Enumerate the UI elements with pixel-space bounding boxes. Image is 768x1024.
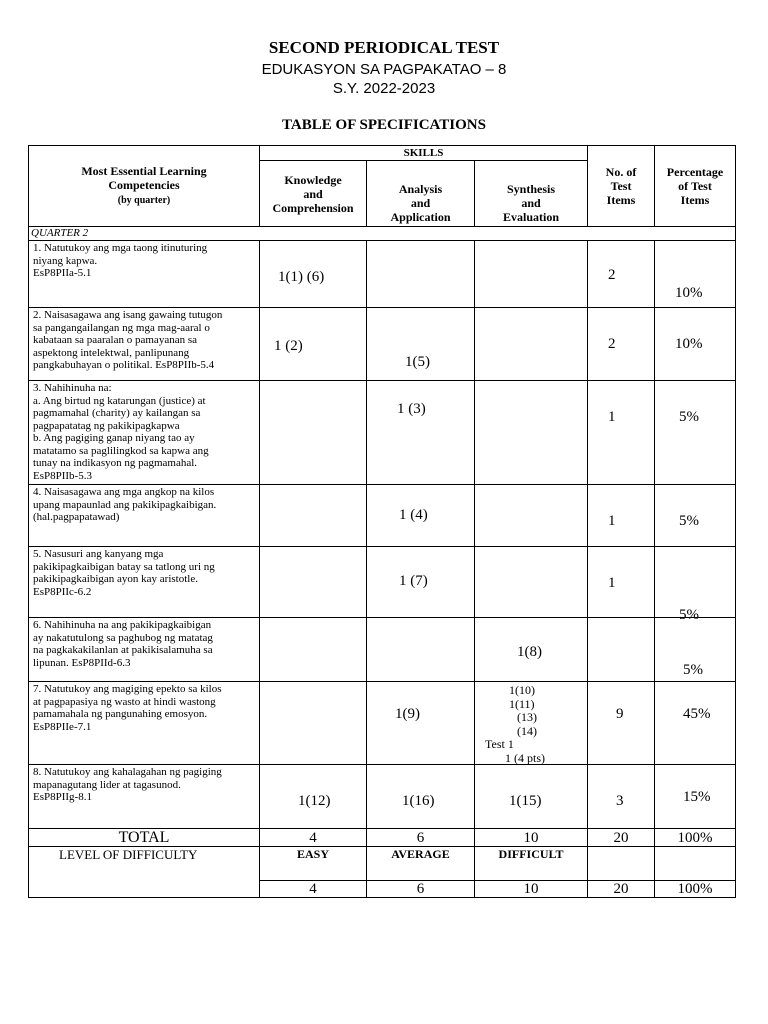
difficulty-label: LEVEL OF DIFFICULTY: [29, 847, 260, 898]
difficulty-items: 20: [588, 881, 655, 898]
total-analysis: 6: [367, 829, 475, 847]
items-cell: 1: [588, 485, 655, 547]
analysis-cell: 1(9): [367, 682, 475, 765]
competencies-header: Most Essential Learning Competencies (by quarter): [29, 146, 260, 227]
synthesis-cell: [475, 241, 588, 308]
specifications-table: [28, 145, 736, 898]
total-label: TOTAL: [29, 829, 260, 847]
synthesis-cell: [475, 547, 588, 618]
analysis-cell: 1(16): [367, 765, 475, 829]
knowledge-cell: [260, 485, 367, 547]
knowledge-cell: 1 (2): [260, 308, 367, 381]
competency-cell: 7. Natutukoy ang magiging epekto sa kilos at pagpapasiya ng wasto at hindi wastong pamamahala ng pangunahing emosyon. EsP8PIIe-7.1: [29, 682, 260, 765]
knowledge-cell: [260, 682, 367, 765]
school-year: S.Y. 2022-2023: [332, 80, 436, 97]
competency-cell: 3. Nahihinuha na: a. Ang birtud ng katarungan (justice) at pagmamahal (charity) ay kailangan sa pagpapatatag ng pakikipagkapwa b. Ang pagiging ganap niyang tao ay matatamo sa paglilingkod sa kapwa ang tunay na indikasyon ng pagmamahal. EsP8PIIb-5.3: [29, 381, 260, 485]
quarter-label: QUARTER 2: [29, 227, 736, 241]
items-header: No. of Test Items: [588, 146, 655, 227]
total-row: [29, 829, 736, 847]
competency-cell: 4. Naisasagawa ang mga angkop na kilos upang mapaunlad ang pakikipagkaibigan. (hal.pagpapatawad): [29, 485, 260, 547]
difficulty-percent-blank: [655, 847, 736, 881]
analysis-cell: 1 (3): [367, 381, 475, 485]
total-items: 20: [588, 829, 655, 847]
total-percent: 100%: [655, 829, 736, 847]
percent-cell: 45%: [655, 682, 736, 765]
easy-count: 4: [260, 881, 367, 898]
competency-cell: 1. Natutukoy ang mga taong itinuturing niyang kapwa. EsP8PIIa-5.1: [29, 241, 260, 308]
competency-cell: 8. Natutukoy ang kahalagahan ng pagiging mapanagutang lider at tagasunod. EsP8PIIg-8.1: [29, 765, 260, 829]
percent-cell: 10%: [655, 308, 736, 381]
knowledge-header: Knowledge and Comprehension: [260, 161, 367, 227]
subject-title: EDUKASYON SA PAGPAKATAO – 8: [261, 61, 507, 78]
items-cell: [588, 618, 655, 682]
competency-row: [29, 682, 736, 765]
synthesis-cell: 1(10) 1(11) (13) (14) Test 1 1 (4 pts): [475, 682, 588, 765]
knowledge-cell: [260, 618, 367, 682]
analysis-cell: 1(5): [367, 308, 475, 381]
competency-row: [29, 618, 736, 682]
table-title: TABLE OF SPECIFICATIONS: [282, 117, 486, 133]
knowledge-cell: [260, 547, 367, 618]
items-cell: 3: [588, 765, 655, 829]
competency-row: [29, 547, 736, 618]
items-cell: 2: [588, 308, 655, 381]
analysis-header: Analysis and Application: [367, 161, 475, 227]
percentage-header: Percentage of Test Items: [655, 146, 736, 227]
synthesis-cell: [475, 485, 588, 547]
items-cell: 9: [588, 682, 655, 765]
items-cell: 1: [588, 547, 655, 618]
test-title: SECOND PERIODICAL TEST: [268, 38, 500, 57]
synthesis-cell: [475, 308, 588, 381]
difficulty-row: [29, 847, 736, 881]
percent-cell: 5%: [655, 485, 736, 547]
percent-cell: 5%: [655, 547, 736, 618]
analysis-cell: [367, 241, 475, 308]
skills-header: SKILLS: [260, 146, 588, 161]
synthesis-header: Synthesis and Evaluation: [475, 161, 588, 227]
competency-cell: 2. Naisasagawa ang isang gawaing tutugon sa pangangailangan ng mga mag-aaral o kabataan sa paaralan o pamayanan sa aspektong intelektwal, panlipunang pangkabuhayan o politikal. EsP8PIIb-5.4: [29, 308, 260, 381]
difficult-count: 10: [475, 881, 588, 898]
competency-row: [29, 381, 736, 485]
items-cell: 1: [588, 381, 655, 485]
competency-row: [29, 765, 736, 829]
difficulty-percent: 100%: [655, 881, 736, 898]
synthesis-cell: [475, 381, 588, 485]
competency-row: [29, 241, 736, 308]
percent-cell: 5%: [655, 618, 736, 682]
average-label: AVERAGE: [367, 847, 475, 881]
synthesis-cell: 1(8): [475, 618, 588, 682]
knowledge-cell: 1(1) (6): [260, 241, 367, 308]
analysis-cell: 1 (4): [367, 485, 475, 547]
easy-label: EASY: [260, 847, 367, 881]
percent-cell: 10%: [655, 241, 736, 308]
synthesis-cell: 1(15): [475, 765, 588, 829]
competency-row: [29, 308, 736, 381]
average-count: 6: [367, 881, 475, 898]
knowledge-cell: 1(12): [260, 765, 367, 829]
difficulty-items-blank: [588, 847, 655, 881]
total-knowledge: 4: [260, 829, 367, 847]
knowledge-cell: [260, 381, 367, 485]
analysis-cell: 1 (7): [367, 547, 475, 618]
competency-row: [29, 485, 736, 547]
percent-cell: 5%: [655, 381, 736, 485]
items-cell: 2: [588, 241, 655, 308]
total-synthesis: 10: [475, 829, 588, 847]
analysis-cell: [367, 618, 475, 682]
competency-cell: 6. Nahihinuha na ang pakikipagkaibigan ay nakatutulong sa paghubog ng matatag na pagkakakilanlan at pakikisalamuha sa lipunan. EsP8PIId-6.3: [29, 618, 260, 682]
difficult-label: DIFFICULT: [475, 847, 588, 881]
competency-cell: 5. Nasusuri ang kanyang mga pakikipagkaibigan batay sa tatlong uri ng pakikipagkaibigan ayon kay aristotle. EsP8PIIc-6.2: [29, 547, 260, 618]
percent-cell: 15%: [655, 765, 736, 829]
